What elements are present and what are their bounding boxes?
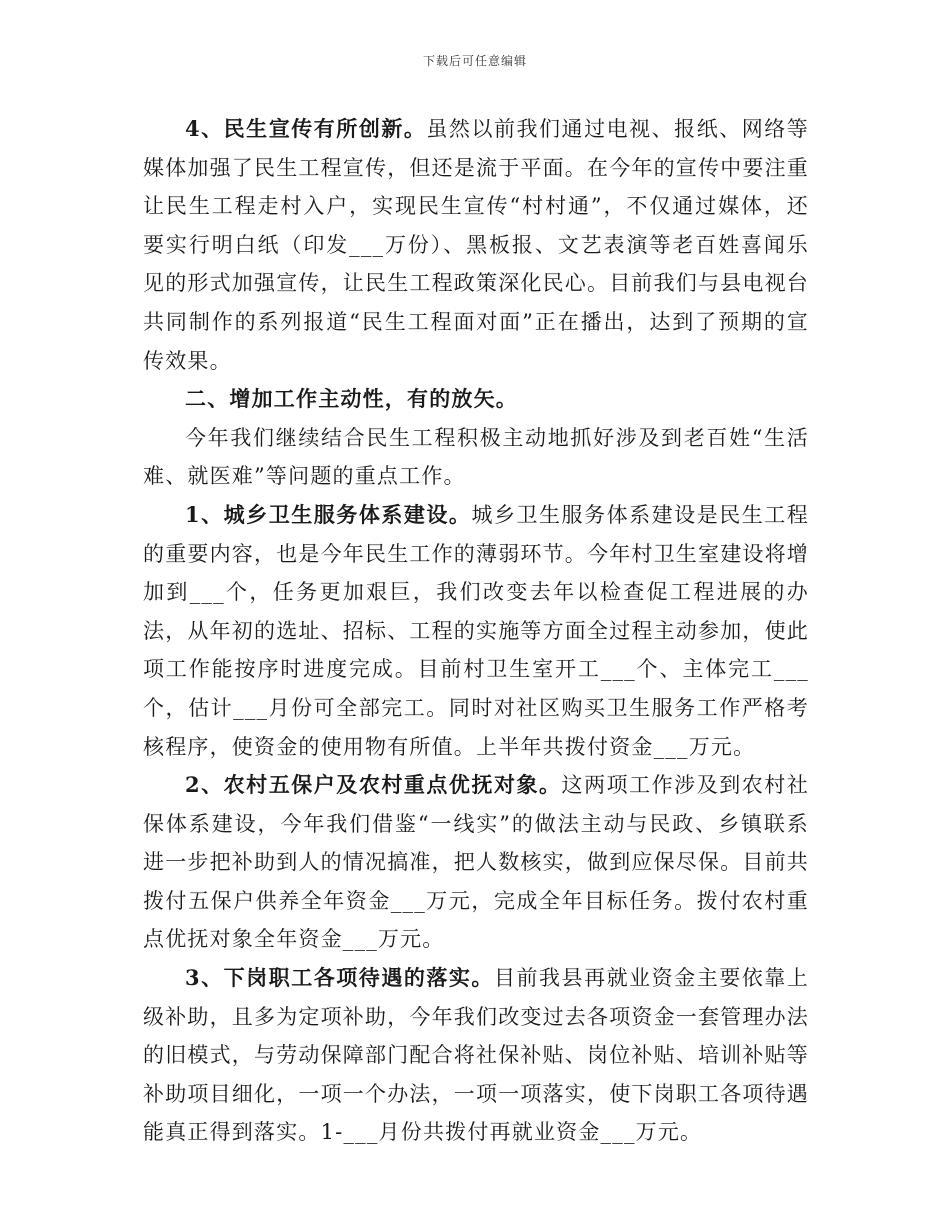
paragraph-lead: 3、下岗职工各项待遇的落实。 — [185, 965, 494, 991]
page-header: 下载后可任意编辑 — [422, 54, 527, 68]
document-body — [143, 110, 809, 1152]
paragraph-rural-welfare — [143, 766, 809, 959]
paragraph-lead: 1、城乡卫生服务体系建设。 — [185, 501, 472, 527]
paragraph-intro — [143, 419, 809, 496]
paragraph-text: 这两项工作涉及到农村社保体系建设，今年我们借鉴“一线实”的做法主动与民政、乡镇联系进一步把补助到人的情况搞准，把人数核实，做到应保尽保。目前共拨付五保户供养全年资金___万元，完成全年目标任务。拨付农村重点优抚对象全年资金___万元。 — [143, 773, 809, 952]
paragraph-health-service — [143, 496, 809, 766]
paragraph-text: 虽然以前我们通过电视、报纸、网络等媒体加强了民生工程宣传，但还是流于平面。在今年的宣传中要注重让民生工程走村入户，实现民生宣传“村村通”，不仅通过媒体，还要实行明白纸（印发___万份）、黑板报、文艺表演等老百姓喜闻乐见的形式加强宣传，让民生工程政策深化民心。目前我们与县电视台共同制作的系列报道“民生工程面对面”正在播出，达到了预期的宣传效果。 — [143, 117, 809, 373]
paragraph-text: 城乡卫生服务体系建设是民生工程的重要内容，也是今年民生工作的薄弱环节。今年村卫生室建设将增加到___个，任务更加艰巨，我们改变去年以检查促工程进展的办法，从年初的选址、招标、工程的实施等方面全过程主动参加，使此项工作能按序时进度完成。目前村卫生室开工___个、主体完工___个，估计___月份可全部完工。同时对社区购买卫生服务工作严格考核程序，使资金的使用物有所值。上半年共拨付资金___万元。 — [143, 502, 810, 759]
paragraph-text: 今年我们继续结合民生工程积极主动地抓好涉及到老百姓“生活难、就医难”等问题的重点工作。 — [143, 425, 809, 489]
paragraph-laid-off-workers — [143, 959, 809, 1152]
paragraph-lead: 2、农村五保户及农村重点优抚对象。 — [185, 772, 562, 798]
section-heading: 二、增加工作主动性，有的放矢。 — [185, 386, 518, 412]
paragraph-publicity-innovation — [143, 110, 809, 380]
paragraph-text: 目前我县再就业资金主要依靠上级补助，且多为定项补助，今年我们改变过去各项资金一套管理办法的旧模式，与劳动保障部门配合将社保补贴、岗位补贴、培训补贴等补助项目细化，一项一个办法，一项一项落实，使下岗职工各项待遇能真正得到落实。1-___月份共拨付再就业资金___万元。 — [143, 966, 809, 1145]
paragraph-lead: 4、民生宣传有所创新。 — [185, 116, 427, 141]
